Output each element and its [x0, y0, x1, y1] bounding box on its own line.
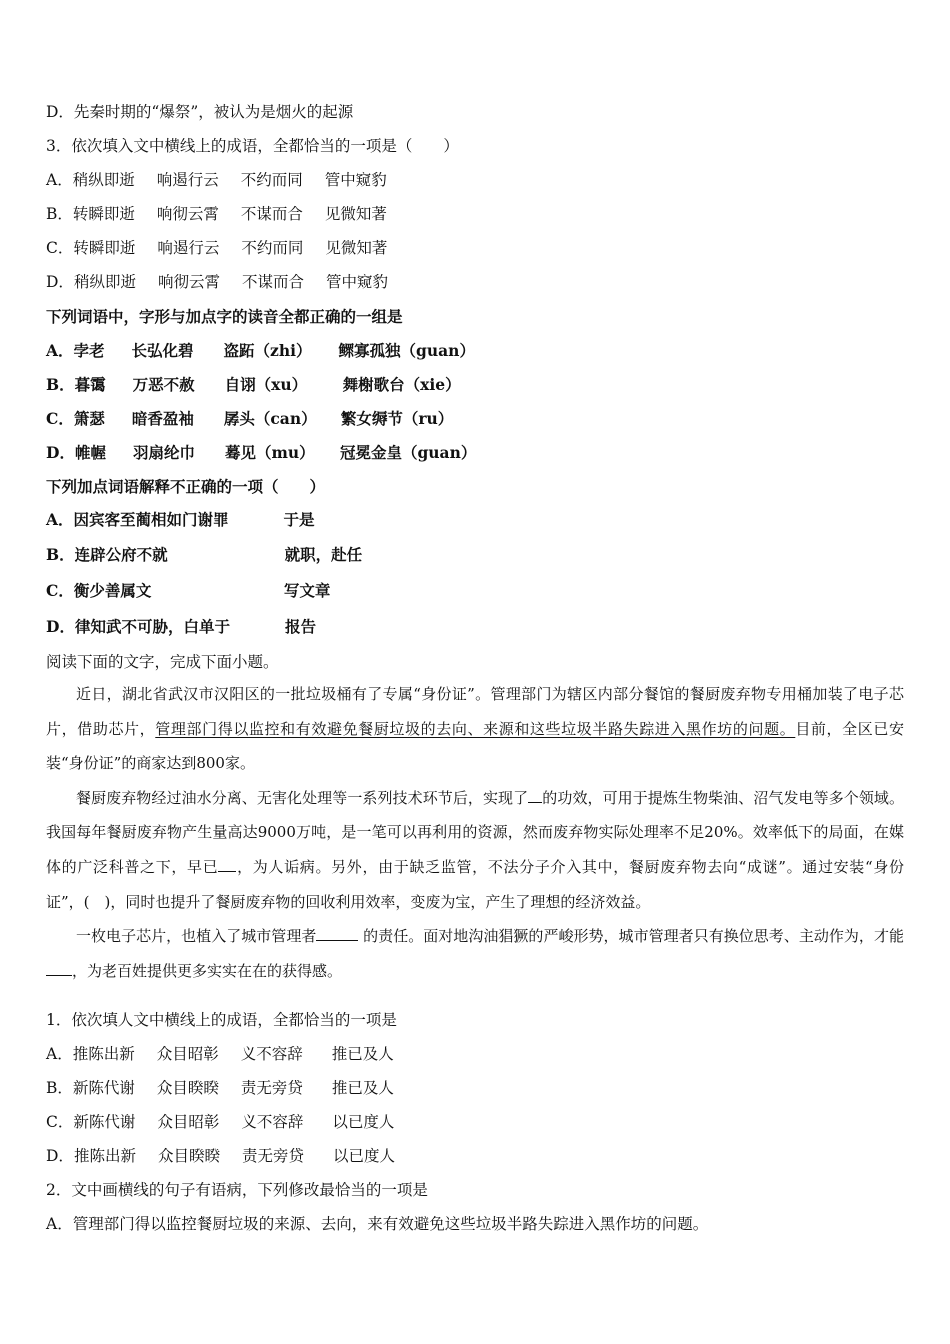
option-item: 稍纵即逝: [73, 273, 136, 291]
paragraph-text: 一枚电子芯片，也植入了城市管理者: [76, 927, 317, 946]
option-label: B．: [46, 1079, 73, 1097]
paragraph-text: 餐厨废弃物经过油水分离、无害化处理等一系列技术环节后，实现了: [76, 788, 529, 807]
option-label: A．: [46, 510, 74, 529]
s2-option-a: [46, 341, 475, 361]
option-item: 义不容辞: [241, 1113, 304, 1131]
option-item: 以已度人: [332, 1147, 395, 1165]
option-item: 推陈出新: [72, 1045, 135, 1063]
fill-blank-1: [528, 787, 542, 803]
s3-option-d: [46, 617, 316, 637]
fill-blank-2: [218, 856, 236, 872]
option-item: 羽扇纶巾: [132, 443, 195, 462]
option-item: 响彻云霄: [156, 205, 219, 223]
q1-option-c: [46, 1112, 394, 1132]
option-item: 见微知著: [324, 205, 387, 223]
question-1: 1．依次填人文中横线上的成语，全都恰当的一项是: [46, 1011, 397, 1029]
option-sentence: 衡少善属文: [73, 581, 152, 600]
option-item: 推已及人: [331, 1045, 394, 1063]
paragraph-text: 的功效，可用于提炼生物柴油、沼气发电等多个领域。我国每年餐厨废弃物产生量高达9000万吨，是一笔可以再利用的资源，然而废弃物实际处理率不足20%。效率低下的局面，在媒体的广泛科普之下，早已: [46, 788, 904, 876]
s2-option-c: [46, 409, 453, 429]
s3-option-a: [46, 510, 315, 530]
option-item: 新陈代谢: [72, 1079, 135, 1097]
option-sentence: 因宾客至蔺相如门谢罪: [73, 510, 229, 529]
option-label: D．: [46, 617, 75, 636]
option-item: 推已及人: [331, 1079, 394, 1097]
q3-option-c: [46, 238, 387, 258]
reading-passage: [46, 677, 904, 988]
option-item: 众目睽睽: [157, 1147, 220, 1165]
option-item: 以已度人: [332, 1113, 395, 1131]
option-item: 自诩（xu）: [224, 375, 308, 394]
question-word-forms: 下列词语中，字形与加点字的读音全都正确的一组是: [46, 307, 403, 326]
option-label: A．: [46, 341, 74, 360]
paragraph-text: ，为人诟病。另外，由于缺乏监管，不法分子介入其中，餐厨废弃物去向“成谜”。通过安装“身份证”，( )，同时也提升了餐厨废弃物的回收利用效率，变废为宝，产生了理想的经济效益。: [46, 857, 904, 911]
q3-option-a: [46, 170, 387, 190]
option-item: 见微知著: [325, 239, 388, 257]
option-item: 不谋而合: [240, 205, 303, 223]
option-item: 责无旁贷: [241, 1147, 304, 1165]
option-item: 帷幄: [74, 443, 106, 462]
option-item: 盗跖（zhi）: [223, 341, 312, 360]
s2-option-d: [46, 443, 476, 463]
option-label: C．: [46, 581, 74, 600]
option-label: D．: [46, 443, 75, 462]
fill-blank-3: [316, 925, 358, 941]
option-label: C．: [46, 239, 74, 257]
option-label: A．: [46, 171, 73, 189]
option-label: C．: [46, 1113, 74, 1131]
underlined-sentence: 管理部门得以监控和有效避免餐厨垃圾的去向、来源和这些垃圾半路失踪进入黑作坊的问题。: [155, 719, 796, 738]
option-label: A．: [46, 1045, 73, 1063]
question-3: 3．依次填入文中横线上的成语，全都恰当的一项是（ ）: [46, 137, 459, 155]
option-item: 暮霭: [74, 375, 106, 394]
reading-intro: 阅读下面的文字，完成下面小题。: [46, 653, 279, 671]
option-item: 响遏行云: [157, 239, 220, 257]
option-item: 管中窥豹: [324, 171, 387, 189]
option-item: 众目昭彰: [157, 1113, 220, 1131]
option-label: C．: [46, 409, 74, 428]
q1-option-b: [46, 1078, 394, 1098]
option-item: 暗香盈袖: [131, 409, 194, 428]
passage-paragraph-3: [46, 919, 904, 988]
option-item: 稍纵即逝: [72, 171, 135, 189]
option-item: 万恶不赦: [132, 375, 195, 394]
q2-option-a: A．管理部门得以监控餐厨垃圾的来源、去向，来有效避免这些垃圾半路失踪进入黑作坊的问题。: [46, 1215, 709, 1233]
q1-option-d: [46, 1146, 395, 1166]
option-item: 众目昭彰: [156, 1045, 219, 1063]
s3-option-c: [46, 581, 330, 601]
option-item: 箫瑟: [73, 409, 105, 428]
q3-option-d: [46, 272, 388, 292]
option-meaning: 于是: [283, 510, 315, 529]
passage-paragraph-1: [46, 677, 904, 781]
question-word-meaning: 下列加点词语解释不正确的一项（ ）: [46, 477, 326, 496]
option-meaning: 写文章: [283, 581, 331, 600]
option-label: B．: [46, 545, 75, 564]
s2-option-b: [46, 375, 461, 395]
option-item: 转瞬即逝: [72, 205, 135, 223]
paragraph-text: 近日，湖北省武汉市汉阳区的一批垃圾桶有了专属“身份证”。管理部门为辖区内部分餐馆的餐厨废弃物专用桶加装了电子芯片，借助芯片，: [46, 685, 904, 738]
option-item: 长弘化碧: [131, 341, 194, 360]
option-item: 响遏行云: [156, 171, 219, 189]
option-label: B．: [46, 205, 73, 223]
fill-blank-4: [46, 960, 72, 976]
option-item: 不约而同: [241, 239, 304, 257]
option-sentence: 连辟公府不就: [74, 545, 168, 564]
q3-option-b: [46, 204, 387, 224]
option-item: 不约而同: [240, 171, 303, 189]
question-2: 2．文中画横线的句子有语病，下列修改最恰当的一项是: [46, 1181, 428, 1199]
paragraph-text: 目前，全区已安装“身份证”的商家达到800家。: [46, 719, 904, 773]
option-sentence: 律知武不可胁，白单于: [74, 617, 230, 636]
option-item: 不谋而合: [241, 273, 304, 291]
option-label: D．: [46, 1147, 74, 1165]
option-label: B．: [46, 375, 75, 394]
paragraph-text: ，为老百姓提供更多实实在在的获得感。: [72, 961, 343, 980]
option-item: 转瞬即逝: [73, 239, 136, 257]
option-item: 舞榭歌台（xie）: [342, 375, 461, 394]
option-item: 众目睽睽: [156, 1079, 219, 1097]
option-item: 响彻云霄: [157, 273, 220, 291]
option-item: 责无旁贷: [240, 1079, 303, 1097]
option-item: 鳏寡孤独（guan）: [338, 341, 475, 360]
option-item: 孛老: [73, 341, 105, 360]
option-meaning: 报告: [284, 617, 316, 636]
option-item: 孱头（can）: [223, 409, 317, 428]
option-label: D．: [46, 273, 74, 291]
option-d-line: D．先秦时期的“爆祭”，被认为是烟火的起源: [46, 103, 354, 121]
option-item: 推陈出新: [73, 1147, 136, 1165]
option-item: 新陈代谢: [73, 1113, 136, 1131]
option-item: 冠冕金皇（guan）: [339, 443, 477, 462]
s3-option-b: [46, 545, 362, 565]
passage-paragraph-2: [46, 781, 904, 919]
option-meaning: 就职，赴任: [284, 545, 363, 564]
option-item: 繁女缛节（ru）: [340, 409, 454, 428]
paragraph-text: 的责任。面对地沟油猖獗的严峻形势，城市管理者只有换位思考、主动作为，才能: [358, 927, 904, 946]
option-item: 蓦见（mu）: [224, 443, 315, 462]
option-item: 义不容辞: [240, 1045, 303, 1063]
q1-option-a: [46, 1044, 394, 1064]
option-item: 管中窥豹: [325, 273, 388, 291]
